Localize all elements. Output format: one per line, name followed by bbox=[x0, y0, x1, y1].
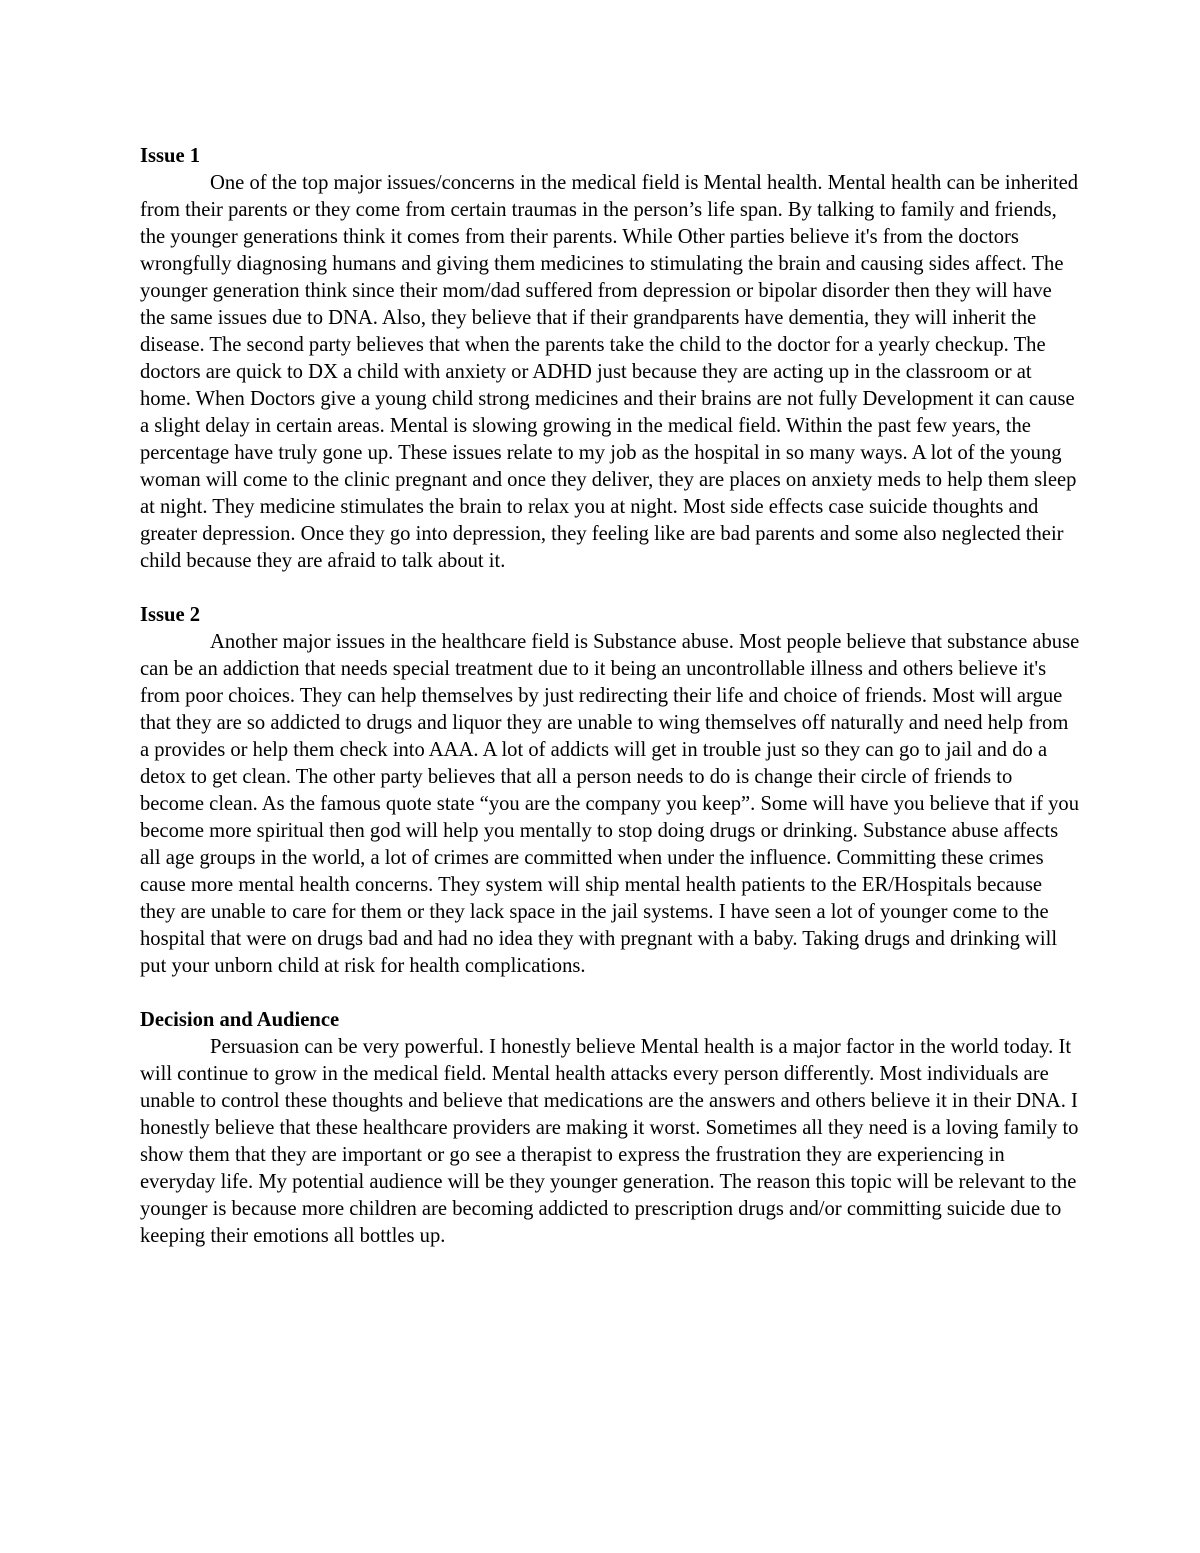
section-paragraph: Another major issues in the healthcare field is Substance abuse. Most people believe that substance abuse can be an addiction that needs special treatment due to it being an uncontrollable illness and others believe it's from poor choices. They can help themselves by just redirecting their life and choice of friends. Most will argue that they are so addicted to drugs and liquor they are unable to wing themselves off naturally and need help from a provides or help them check into AAA. A lot of addicts will get in trouble just so they can go to jail and do a detox to get clean. The other party believes that all a person needs to do is change their circle of friends to become clean. As the famous quote state “you are the company you keep”. Some will have you believe that if you become more spiritual then god will help you mentally to stop doing drugs or drinking. Substance abuse affects all age groups in the world, a lot of crimes are committed when under the influence. Committing these crimes cause more mental health concerns. They system will ship mental health patients to the ER/Hospitals because they are unable to care for them or they lack space in the jail systems. I have seen a lot of younger come to the hospital that were on drugs bad and had no idea they with pregnant with a baby. Taking drugs and drinking will put your unborn child at risk for health complications. bbox=[140, 631, 1080, 977]
section-paragraph: Persuasion can be very powerful. I honestly believe Mental health is a major factor in the world today. It will continue to grow in the medical field. Mental health attacks every person differently. Most individuals are unable to control these thoughts and believe that medications are the answers and others believe it in their DNA. I honestly believe that these healthcare providers are making it worst. Sometimes all they need is a loving family to show them that they are important or go see a therapist to express the frustration they are experiencing in everyday life. My potential audience will be they younger generation. The reason this topic will be relevant to the younger is because more children are becoming addicted to prescription drugs and/or committing suicide due to keeping their emotions all bottles up. bbox=[140, 1036, 1079, 1247]
section-issue-2 bbox=[140, 602, 1080, 980]
section-issue-1 bbox=[140, 143, 1080, 575]
section-heading: Decision and Audience bbox=[140, 1009, 340, 1031]
section-decision-and-audience bbox=[140, 1007, 1080, 1250]
section-paragraph: One of the top major issues/concerns in the medical field is Mental health. Mental health can be inherited from their parents or they come from certain traumas in the person’s life span. By talking to family and friends, the younger generations think it comes from their parents. While Other parties believe it's from the doctors wrongfully diagnosing humans and giving them medicines to stimulating the brain and causing sides affect. The younger generation think since their mom/dad suffered from depression or bipolar disorder then they will have the same issues due to DNA. Also, they believe that if their grandparents have dementia, they will inherit the disease. The second party believes that when the parents take the child to the doctor for a yearly checkup. The doctors are quick to DX a child with anxiety or ADHD just because they are acting up in the classroom or at home. When Doctors give a young child strong medicines and their brains are not fully Development it can cause a slight delay in certain areas. Mental is slowing growing in the medical field. Within the past few years, the percentage have truly gone up. These issues relate to my job as the hospital in so many ways. A lot of the young woman will come to the clinic pregnant and once they deliver, they are places on anxiety meds to help them sleep at night. They medicine stimulates the brain to relax you at night. Most side effects case suicide thoughts and greater depression. Once they go into depression, they feeling like are bad parents and some also neglected their child because they are afraid to talk about it. bbox=[140, 172, 1079, 572]
section-heading: Issue 2 bbox=[140, 604, 201, 626]
section-heading: Issue 1 bbox=[140, 145, 201, 167]
document-page bbox=[140, 143, 1080, 1277]
